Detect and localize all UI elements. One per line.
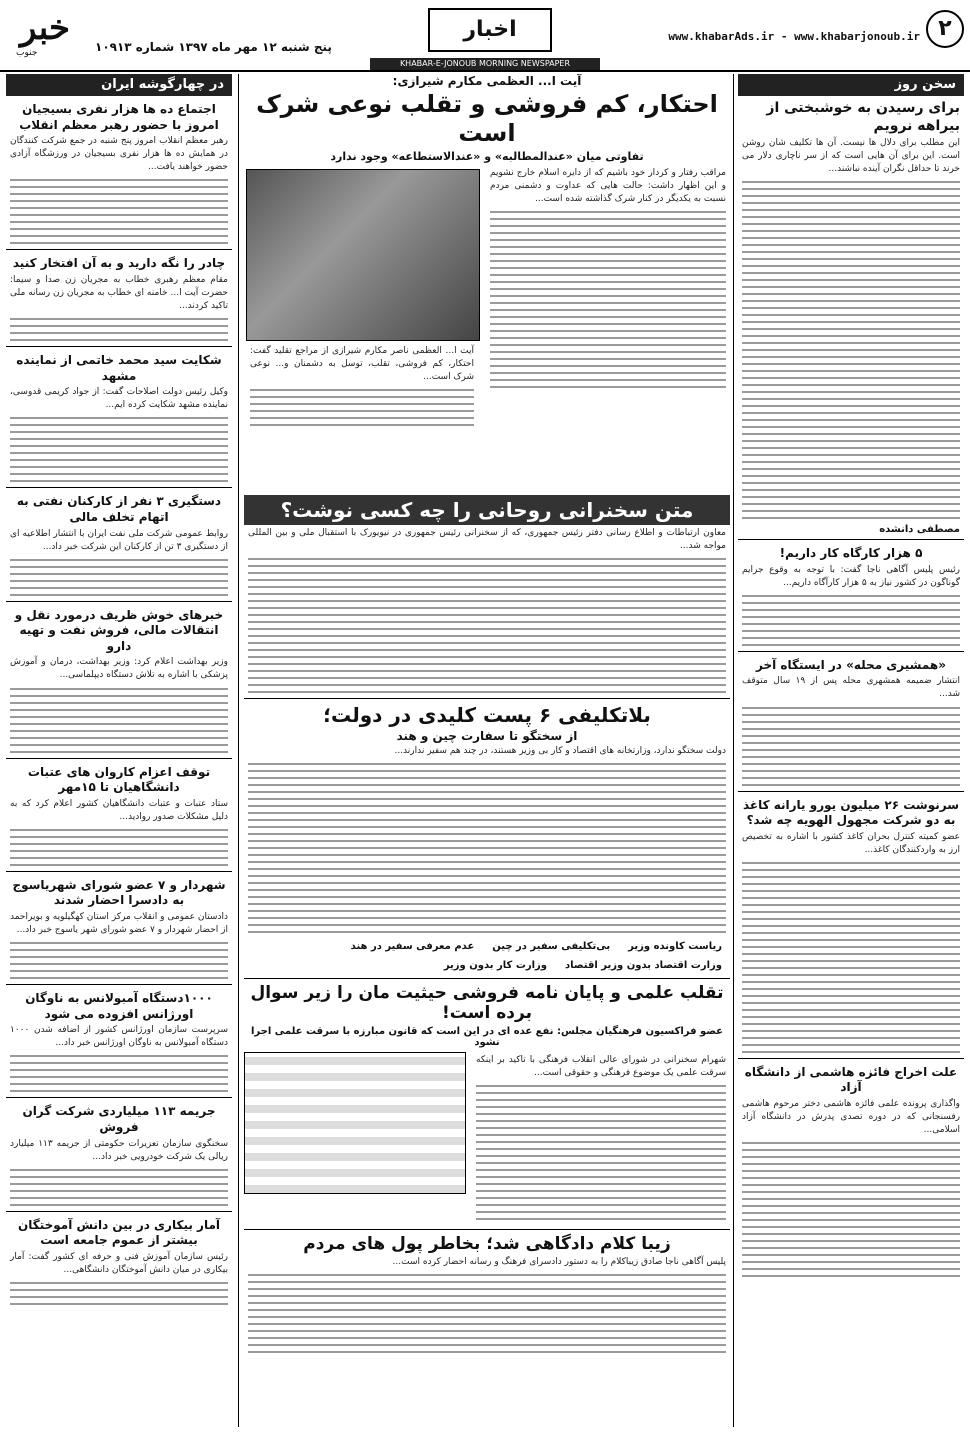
column-divider — [733, 74, 734, 1427]
vacancy-headline[interactable]: بلاتکلیفی ۶ پست کلیدی در دولت؛ — [323, 702, 651, 727]
vacancy-subhead: وزارت اقتصاد بدون وزیر اقتصاد — [565, 959, 722, 971]
news-body: روابط عمومی شرکت ملی نفت ایران با انتشار اطلاعیه ای از دستگیری ۳ تن از کارکنان این شرکت خبر داد... — [10, 528, 228, 552]
logo-sub: جنوب — [16, 48, 38, 58]
vacancy-kicker: از سختگو تا سفارت چین و هند — [396, 728, 578, 743]
news-headline[interactable]: شهردار و ۷ عضو شورای شهریاسوج به دادسرا احضار شدند — [12, 877, 226, 908]
text-lines — [742, 1142, 960, 1277]
speech-banner[interactable]: متن سخنرانی روحانی را چه کسی نوشت؟ — [244, 495, 730, 525]
thesis-ads-photo — [244, 1052, 466, 1194]
news-body: واگذاری پرونده علمی فائزه هاشمی دختر مرحوم هاشمی رفسنجانی که در دوره تصدی پدرش در دانشگاه آزاد اسلامی... — [742, 1098, 960, 1136]
zibakalam-body: پلیس آگاهی ناجا صادق زیباکلام را به دستور دادسرای فرهنگ و رسانه احضار کرده است... — [392, 1257, 726, 1267]
cleric-photo — [246, 169, 480, 341]
vacancy-subhead: وزارت کار بدون وزیر — [443, 959, 548, 971]
lead-body: مراقب رفتار و کردار خود باشیم که از دایره اسلام خارج نشویم و این اظهار داشت: حالت هایی که عداوت و دشمنی مردم نسبت به یکدیگر در کنار شرک گذاشته شده است... — [486, 165, 730, 393]
news-headline[interactable]: آمار بیکاری در بین دانش آموختگان بیشتر از عموم جامعه است — [18, 1217, 220, 1248]
lead-headline[interactable]: احتکار، کم فروشی و تقلب نوعی شرک است — [256, 90, 718, 147]
news-body: رئیس پلیس آگاهی ناجا گفت: با توجه به وقوع جرایم گوناگون در کشور نیاز به ۵ هزار کارآگاه داریم... — [742, 564, 960, 588]
text-lines — [476, 1085, 726, 1220]
news-body: ستاد عتبات و عتبات دانشگاهیان کشور اعلام کرد که به دلیل مشکلات صدور روادید... — [10, 798, 228, 822]
news-body: وکیل رئیس دولت اصلاحات گفت: از جواد کریمی قدوسی، نماینده مشهد شکایت کرده ایم... — [10, 387, 228, 411]
news-headline[interactable]: جریمه ۱۱۳ میلیاردی شرکت گران فروش — [22, 1104, 216, 1134]
middle-column — [244, 74, 730, 1427]
masthead — [0, 0, 970, 72]
news-body: مقام معظم رهبری خطاب به مجریان زن صدا و سیما: حضرت آیت ا... خامنه ای خطاب به مجریان زن رسانه ملی تاکید کردند... — [10, 274, 228, 312]
divider — [738, 539, 964, 540]
plagiarism-headline[interactable]: تقلب علمی و پایان نامه فروشی حیثیت مان را زیر سوال برده است! — [250, 982, 724, 1024]
news-headline[interactable]: ۱۰۰۰دستگاه آمبولانس به ناوگان اورژانس افزوده می شود — [25, 991, 213, 1021]
news-headline[interactable]: شکایت سید محمد خاتمی از نماینده مشهد — [16, 353, 222, 383]
news-body: انتشار ضمیمه همشهری محله پس از ۱۹ سال متوقف شد... — [742, 676, 960, 700]
news-body: دادستان عمومی و انقلاب مرکز استان کهگیلویه و بویراحمد از احضار شهردار و ۷ عضو شورای شهر یاسوج خبر داد... — [10, 911, 228, 936]
news-body: سرپرست سازمان اورژانس کشور از اضافه شدن ۱۰۰۰ دستگاه آمبولانس به ناوگان اورژانس خبر داد... — [10, 1025, 228, 1049]
newspaper-logo — [6, 4, 92, 60]
divider — [738, 791, 964, 792]
vacancy-subhead: بی‌تکلیفی سفیر در چین — [492, 940, 611, 952]
vacancy-body: دولت سختگو ندارد، وزارتخانه های اقتصاد و کار بی وزیر هستند، در چند هم سفیر ندارند... — [394, 745, 726, 756]
left-column — [6, 74, 232, 1427]
divider — [738, 651, 964, 652]
photo-caption: آیت ا... العظمی ناصر مکارم شیرازی از مراجع تقلید گفت: احتکار، کم فروشی، تقلب، توسل به دشمنان و... نوعی شرک است... — [246, 343, 478, 431]
editorial-author: مصطفی دانشده — [879, 524, 960, 536]
plagiarism-kicker: عضو فراکسیون فرهنگیان مجلس: نفع عده ای در این است که قانون مبارزه با سرقت علمی اجرا نشود — [250, 1025, 724, 1048]
vacancy-subhead: ریاست کاونده وزیر — [628, 940, 722, 952]
text-lines — [248, 1274, 726, 1353]
vacancy-subhead: عدم معرفی سفیر در هند — [350, 940, 475, 952]
news-body: وزیر بهداشت اعلام کرد: وزیر بهداشت، درمان و آموزش پزشکی با اشاره به تلاش دستگاه دیپلماسی... — [10, 657, 228, 681]
text-lines — [742, 862, 960, 1053]
editorial-headline[interactable]: برای رسیدن به خوشبختی از بیراهه نرویم — [766, 100, 960, 134]
english-subtitle: KHABAR-E-JONOUB MORNING NEWSPAPER — [370, 58, 600, 70]
lead-subhead: تفاوتی میان «عندالمطالبه» و «عندالاستطاعه» وجود ندارد — [330, 149, 644, 163]
divider — [244, 698, 730, 699]
divider — [244, 978, 730, 979]
right-column — [738, 74, 964, 1427]
lead-story — [244, 165, 730, 495]
divider — [738, 1058, 964, 1059]
news-headline[interactable]: چادر را نگه دارید و به آن افتخار کنید — [12, 256, 226, 271]
regional-kicker: در چهارگوشه ایران — [6, 74, 232, 96]
column-divider — [238, 74, 239, 1427]
news-body: رئیس سازمان آموزش فنی و حرفه ای کشور گفت: آمار بیکاری در میان دانش آموختگان دانشگاهی... — [10, 1251, 228, 1275]
zibakalam-headline[interactable]: زیبا کلام دادگاهی شد؛ بخاطر پول های مردم — [303, 1233, 671, 1254]
news-headline[interactable]: دستگیری ۳ نفر از کارکنان نفتی به اتهام تخلف مالی — [16, 494, 222, 524]
website-urls[interactable]: www.khabarAds.ir - www.khabarjonoub.ir — [668, 30, 920, 43]
editorial-body: این مطلب برای دلال ها نیست. آن ها تکلیف شان روشن است. این برای آن هایی است که از سر ناچاری دلار می خرند تا حداقل نگران آینده نباشند... — [742, 138, 960, 175]
news-body: رهبر معظم انقلاب امروز پنج شنبه در جمع شرکت کنندگان در همایش ده ها هزار نفری بسیجیان در ورزشگاه آزادی حضور خواهند یافت... — [10, 136, 228, 173]
text-lines — [742, 595, 960, 646]
news-headline[interactable]: توقف اعزام کاروان های عتبات دانشگاهیان تا ۱۵مهر — [27, 764, 211, 795]
plagiarism-story — [244, 1052, 730, 1225]
text-lines — [248, 558, 726, 693]
lead-kicker: آیت ا... العظمی مکارم شیرازی: — [392, 74, 582, 88]
news-headline[interactable]: علت اخراج فائزه هاشمی از دانشگاه آزاد — [744, 1064, 958, 1095]
plagiarism-body: شهرام سخنرانی در شورای عالی انقلاب فرهنگی با تاکید بر اینکه سرقت علمی یک موضوع فرهنگی و حقوقی است... — [476, 1054, 726, 1078]
text-lines — [742, 707, 960, 786]
text-lines — [248, 763, 726, 933]
vacancy-subheads — [248, 938, 726, 974]
news-body: عضو کمیته کنترل بحران کاغذ کشور با اشاره به تخصیص ارز به واردکنندگان کاغذ... — [742, 831, 960, 855]
divider — [244, 1229, 730, 1230]
news-headline[interactable]: ۵ هزار کارگاه کار داریم! — [779, 546, 923, 561]
news-headline[interactable]: اجتماع ده ها هزار نفری بسیجیان امروز با حضور رهبر معظم انقلاب — [19, 102, 219, 132]
news-headline[interactable]: خبرهای خوش ظریف درمورد نقل و انتقالات مالی، فروش نفت و تهیه دارو — [14, 607, 224, 653]
dateline: پنج شنبه ۱۲ مهر ماه ۱۳۹۷ شماره ۱۰۹۱۳ — [95, 40, 332, 54]
text-lines — [742, 181, 960, 519]
news-headline[interactable]: «همشیری محله» در ایستگاه آخر — [756, 657, 946, 672]
news-headline[interactable]: سرنوشت ۲۶ میلیون یورو یارانه کاغذ به دو شرکت مجهول الهویه چه شد؟ — [742, 797, 960, 828]
editorial-kicker: سخن روز — [738, 74, 964, 96]
section-title: اخبار — [428, 8, 552, 52]
news-body: سخنگوی سازمان تعزیرات حکومتی از جریمه ۱۱۳ میلیارد ریالی یک شرکت خودرویی خبر داد... — [10, 1138, 228, 1162]
page-number: ۲ — [926, 10, 964, 48]
speech-body: معاون ارتباطات و اطلاع رسانی دفتر رئیس جمهوری، که از سخنرانی رئیس جمهوری در نیویورک با استقبال ملی و بین المللی مواجه شد... — [248, 527, 726, 551]
logo-word: خبر — [20, 8, 71, 48]
